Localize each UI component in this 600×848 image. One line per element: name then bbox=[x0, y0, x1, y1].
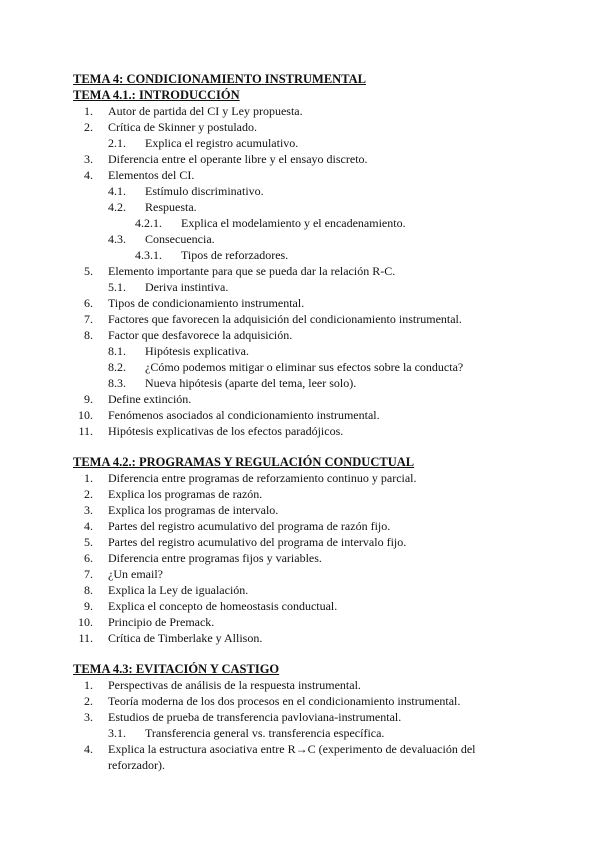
document-title: TEMA 4: CONDICIONAMIENTO INSTRUMENTAL bbox=[73, 72, 366, 86]
section-tema-4-3 bbox=[73, 661, 493, 773]
list-item: 4. Elementos del CI. bbox=[84, 168, 195, 182]
list-item: 3. Diferencia entre el operante libre y el ensayo discreto. bbox=[84, 152, 368, 166]
sub-list-item: 8.2. ¿Cómo podemos mitigar o eliminar sus efectos sobre la conducta? bbox=[108, 360, 464, 374]
list-item: 3. Explica los programas de intervalo. bbox=[84, 503, 279, 517]
sub-list-item: 8.1. Hipótesis explicativa. bbox=[108, 344, 249, 358]
list-item: 6. Tipos de condicionamiento instrumental. bbox=[84, 296, 305, 310]
list-item: 7. Factores que favorecen la adquisición del condicionamiento instrumental. bbox=[84, 312, 462, 326]
section-heading: TEMA 4.1.: INTRODUCCIÓN bbox=[73, 88, 240, 102]
sub-sub-list-item: 4.2.1. Explica el modelamiento y el encadenamiento. bbox=[135, 216, 406, 230]
list-item: 9. Define extinción. bbox=[84, 392, 192, 406]
list-item: 10. Principio de Premack. bbox=[78, 615, 215, 629]
section-heading: TEMA 4.3: EVITACIÓN Y CASTIGO bbox=[73, 662, 280, 676]
list-item: 2. Explica los programas de razón. bbox=[84, 487, 263, 501]
sub-list-item: 2.1. Explica el registro acumulativo. bbox=[108, 136, 299, 150]
sub-list-item: 4.2. Respuesta. bbox=[108, 200, 197, 214]
list-item: 11. Hipótesis explicativas de los efectos paradójicos. bbox=[78, 424, 344, 438]
list-item: 5. Elemento importante para que se pueda dar la relación R-C. bbox=[84, 264, 396, 278]
list-item: 5. Partes del registro acumulativo del programa de intervalo fijo. bbox=[84, 535, 407, 549]
list-item: 3. Estudios de prueba de transferencia pavloviana-instrumental. bbox=[84, 710, 402, 724]
sub-list-item: 5.1. Deriva instintiva. bbox=[108, 280, 229, 294]
sub-list-item: 8.3. Nueva hipótesis (aparte del tema, leer solo). bbox=[108, 376, 357, 390]
list-item: 11. Crítica de Timberlake y Allison. bbox=[78, 631, 263, 645]
sub-sub-list-item: 4.3.1. Tipos de reforzadores. bbox=[135, 248, 289, 262]
list-item: 1. Diferencia entre programas de reforzamiento continuo y parcial. bbox=[84, 471, 417, 485]
list-item: 8. Explica la Ley de igualación. bbox=[84, 583, 249, 597]
list-item: 1. Perspectivas de análisis de la respuesta instrumental. bbox=[84, 678, 361, 692]
list-item: 2. Crítica de Skinner y postulado. bbox=[84, 120, 257, 134]
list-item: 8. Factor que desfavorece la adquisición. bbox=[84, 328, 293, 342]
sub-list-item: 4.1. Estímulo discriminativo. bbox=[108, 184, 264, 198]
list-item: 4. Partes del registro acumulativo del programa de razón fijo. bbox=[84, 519, 391, 533]
list-item: 1. Autor de partida del CI y Ley propuesta. bbox=[84, 104, 303, 118]
section-tema-4-1 bbox=[73, 71, 493, 439]
list-item: 7. ¿Un email? bbox=[84, 567, 163, 581]
sub-list-item: 4.3. Consecuencia. bbox=[108, 232, 215, 246]
sub-list-item: 3.1. Transferencia general vs. transferencia específica. bbox=[108, 726, 385, 740]
list-item: 6. Diferencia entre programas fijos y variables. bbox=[84, 551, 322, 565]
list-item: 10. Fenómenos asociados al condicionamiento instrumental. bbox=[78, 408, 380, 422]
section-heading: TEMA 4.2.: PROGRAMAS Y REGULACIÓN CONDUCTUAL bbox=[73, 455, 415, 469]
list-item: 9. Explica el concepto de homeostasis conductual. bbox=[84, 599, 338, 613]
list-item: 4. Explica la estructura asociativa entre R→C (experimento de devaluación del reforzador). bbox=[84, 742, 476, 772]
section-tema-4-2 bbox=[73, 454, 493, 646]
list-item: 2. Teoría moderna de los dos procesos en el condicionamiento instrumental. bbox=[84, 694, 461, 708]
